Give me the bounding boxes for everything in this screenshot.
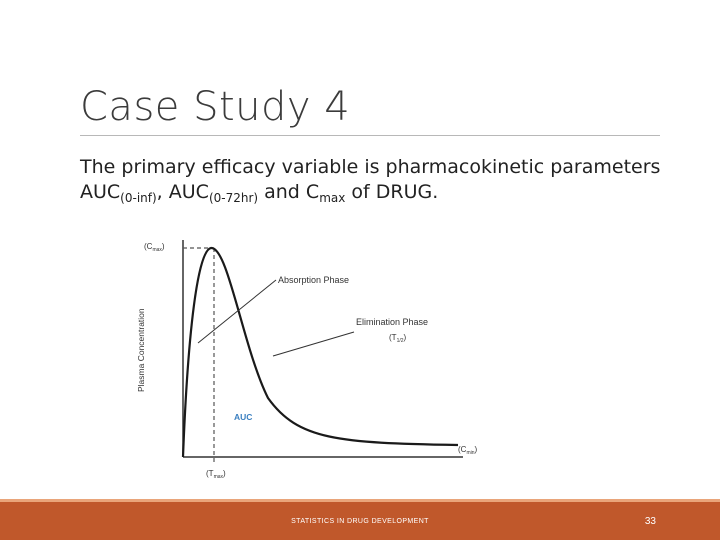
tmax-label: $(T_{max})$ <box>206 469 226 480</box>
absorption-phase-label: Absorption Phase <box>278 275 350 285</box>
auc-inf-label: $AUC_{(0-inf)}$ <box>80 181 157 205</box>
title-divider <box>80 135 660 136</box>
footer-text: STATISTICS IN DRUG DEVELOPMENT <box>291 518 429 525</box>
conjunction: and <box>258 181 306 203</box>
page-number: 33 <box>644 516 656 527</box>
elimination-phase-label: Elimination Phase <box>356 317 429 327</box>
auc-label: AUC <box>234 412 253 422</box>
cmax-label: $C_{max}$ <box>305 181 346 205</box>
body-text <box>80 155 700 205</box>
y-axis-label: Plasma Concentration <box>136 308 146 392</box>
pk-curve-figure <box>128 228 498 488</box>
body-line-1: The primary efficacy variable is pharmacokinetic parameters <box>80 156 661 178</box>
cmin-label: $(C_{min})$ <box>458 445 478 456</box>
thalf-label: $(T_{1/2})$ <box>389 333 407 344</box>
cmax-axis-label: $(C_{max})$ <box>144 242 165 253</box>
slide-title: Case Study 4 <box>80 84 351 130</box>
body-end: of DRUG. <box>345 181 439 203</box>
elimination-leader <box>273 332 354 356</box>
footer-bar <box>0 499 720 540</box>
separator: , <box>156 181 169 203</box>
footer-accent-line <box>0 499 720 502</box>
auc-72hr-label: $AUC_{(0-72hr)}$ <box>168 181 259 205</box>
